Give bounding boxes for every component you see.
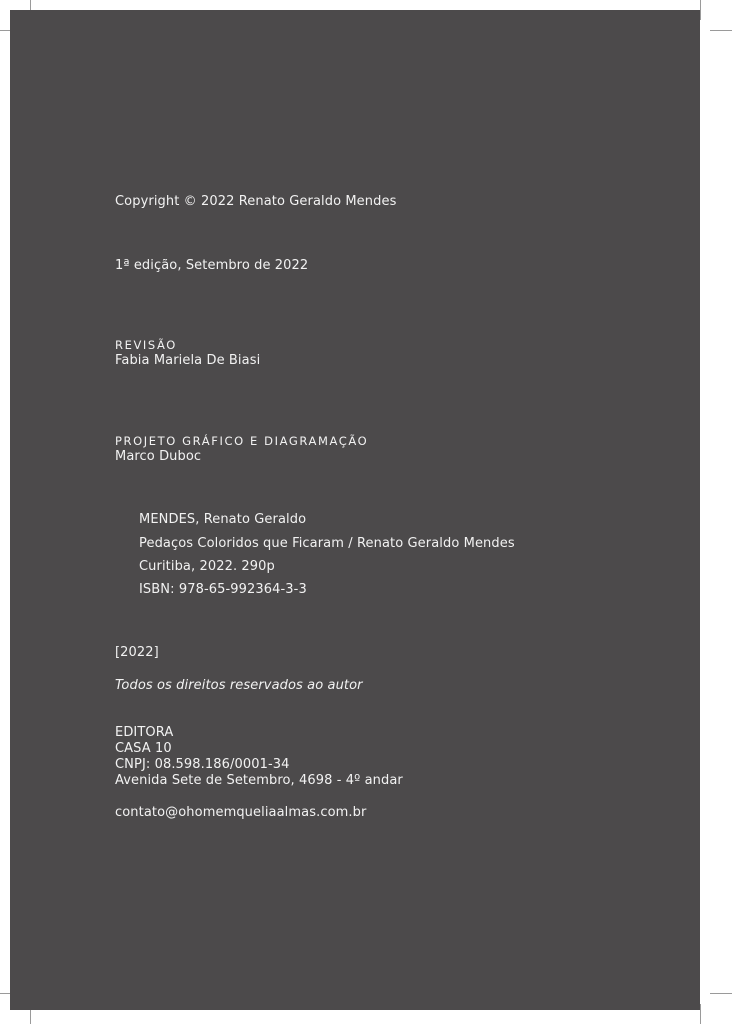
catalog-isbn: ISBN: 978-65-992364-3-3 xyxy=(139,582,307,597)
catalog-place-year: Curitiba, 2022. 290p xyxy=(139,559,275,574)
catalog-title: Pedaços Coloridos que Ficaram / Renato Geraldo Mendes xyxy=(139,536,515,551)
edition-line: 1ª edição, Setembro de 2022 xyxy=(115,258,309,273)
copyright-line: Copyright © 2022 Renato Geraldo Mendes xyxy=(115,194,397,209)
publisher-label: EDITORA xyxy=(115,725,174,740)
rights-notice: Todos os direitos reservados ao autor xyxy=(115,678,363,693)
projeto-label: PROJETO GRÁFICO E DIAGRAMAÇÃO xyxy=(115,434,369,448)
crop-mark-bottom-right-horizontal xyxy=(710,993,732,994)
revisao-label: REVISÃO xyxy=(115,338,177,352)
publisher-name: CASA 10 xyxy=(115,741,172,756)
crop-mark-bottom-right-vertical xyxy=(700,1004,701,1024)
contact-email[interactable]: contato@ohomemqueliaalmas.com.br xyxy=(115,805,367,820)
publisher-address: Avenida Sete de Setembro, 4698 - 4º andar xyxy=(115,773,403,788)
publisher-cnpj: CNPJ: 08.598.186/0001-34 xyxy=(115,757,290,772)
crop-mark-top-right-vertical xyxy=(700,0,701,20)
projeto-name: Marco Duboc xyxy=(115,449,202,464)
copyright-page xyxy=(10,10,700,1010)
revisao-name: Fabia Mariela De Biasi xyxy=(115,353,261,368)
crop-mark-top-right-horizontal xyxy=(710,30,732,31)
catalog-author: MENDES, Renato Geraldo xyxy=(139,512,307,527)
year-bracket: [2022] xyxy=(115,645,159,660)
